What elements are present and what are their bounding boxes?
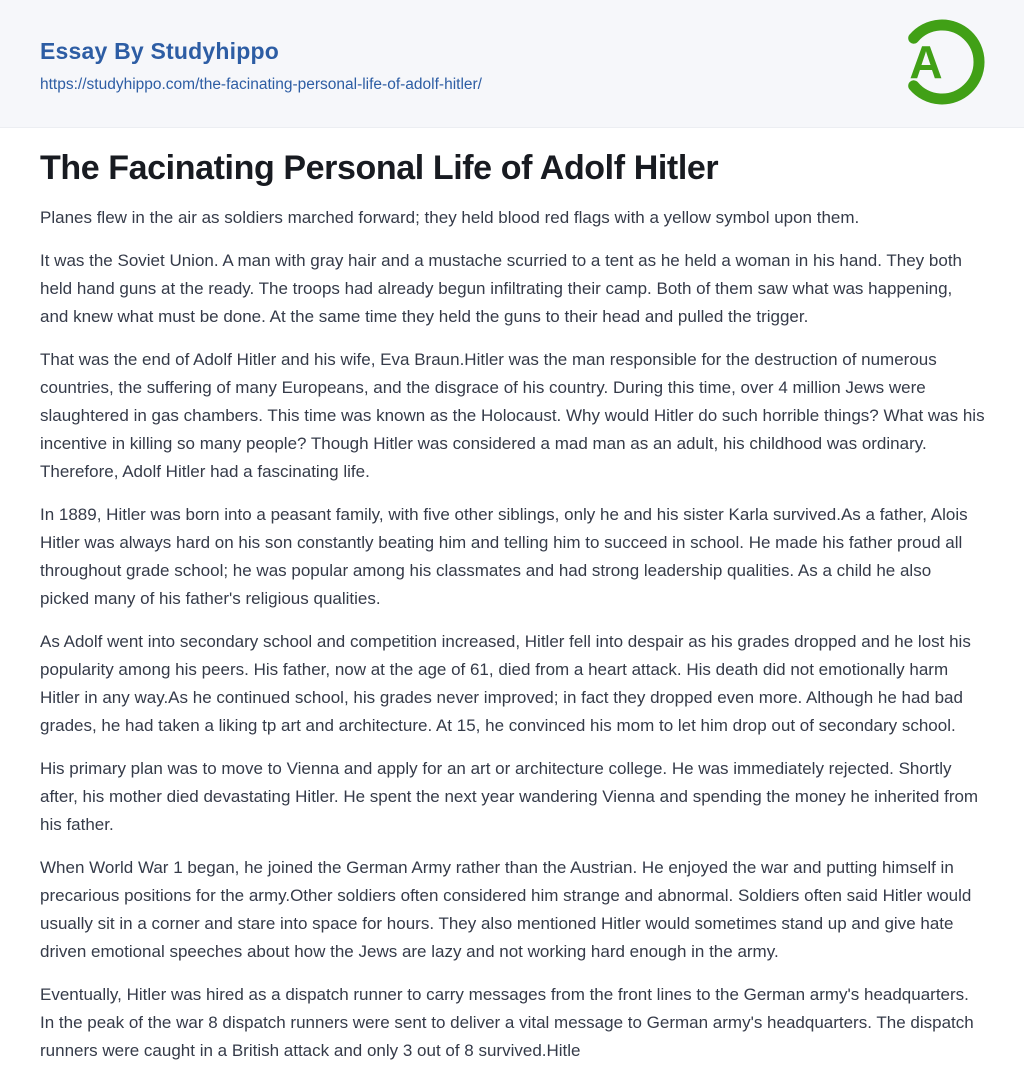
essay-paragraph: As Adolf went into secondary school and competition increased, Hitler fell into despair as his grades dropped and he lost his popularity among his peers. His father, now at the age of 61, died from a heart attack. His death did not emotionally harm Hitler in any way.As he continued school, his grades never improved; in fact they dropped even more. Although he had bad grades, he had taken a liking tp art and architecture. At 15, he convinced his mom to let him drop out of secondary school. <box>40 632 971 735</box>
essay-paragraph: His primary plan was to move to Vienna and apply for an art or architecture college. He was immediately rejected. Shortly after, his mother died devastating Hitler. He spent the next year wandering Vienna and spending the money he inherited from his father. <box>40 759 979 834</box>
essay-body <box>40 204 985 1065</box>
byline: Essay By Studyhippo <box>40 38 279 64</box>
source-url-link[interactable]: https://studyhippo.com/the-facinating-personal-life-of-adolf-hitler/ <box>40 76 482 93</box>
essay-paragraph: When World War 1 began, he joined the German Army rather than the Austrian. He enjoyed the war and putting himself in precarious positions for the army.Other soldiers often considered him strange and abnormal. Soldiers often said Hitler would usually sit in a corner and stare into space for hours. They also mentioned Hitler would sometimes stand up and give hate driven emotional speeches about how the Jews are lazy and not working hard enough in the army. <box>40 858 972 961</box>
essay-paragraph: Eventually, Hitler was hired as a dispatch runner to carry messages from the front lines to the German army's headquarters. In the peak of the war 8 dispatch runners were sent to deliver a vital message to German army's headquarters. The dispatch runners were caught in a British attack and only 3 out of 8 survived.Hitle <box>40 985 974 1060</box>
essay-title: The Facinating Personal Life of Adolf Hitler <box>40 149 719 187</box>
essay-paragraph: It was the Soviet Union. A man with gray hair and a mustache scurried to a tent as he held a woman in his hand. They both held hand guns at the ready. The troops had already begun infiltrating their camp. Both of them saw what was happening, and knew what must be done. At the same time they held the guns to their head and pulled the trigger. <box>40 251 962 326</box>
essay-paragraph: Planes flew in the air as soldiers marched forward; they held blood red flags with a yellow symbol upon them. <box>40 208 860 227</box>
logo-letter: A <box>909 36 943 88</box>
essay-article <box>0 128 1024 1065</box>
studyhippo-logo-icon <box>894 14 990 110</box>
page-header <box>0 0 1024 128</box>
essay-paragraph: In 1889, Hitler was born into a peasant family, with five other siblings, only he and his sister Karla survived.As a father, Alois Hitler was always hard on his son constantly beating him and telling him to succeed in school. He made his father proud all throughout grade school; he was popular among his classmates and had strong leadership qualities. As a child he also picked many of his father's religious qualities. <box>40 505 968 608</box>
essay-paragraph: That was the end of Adolf Hitler and his wife, Eva Braun.Hitler was the man responsible for the destruction of numerous countries, the suffering of many Europeans, and the disgrace of his country. During this time, over 4 million Jews were slaughtered in gas chambers. This time was known as the Holocaust. Why would Hitler do such horrible things? What was his incentive in killing so many people? Though Hitler was considered a mad man as an adult, his childhood was ordinary. Therefore, Adolf Hitler had a fascinating life. <box>40 350 985 481</box>
